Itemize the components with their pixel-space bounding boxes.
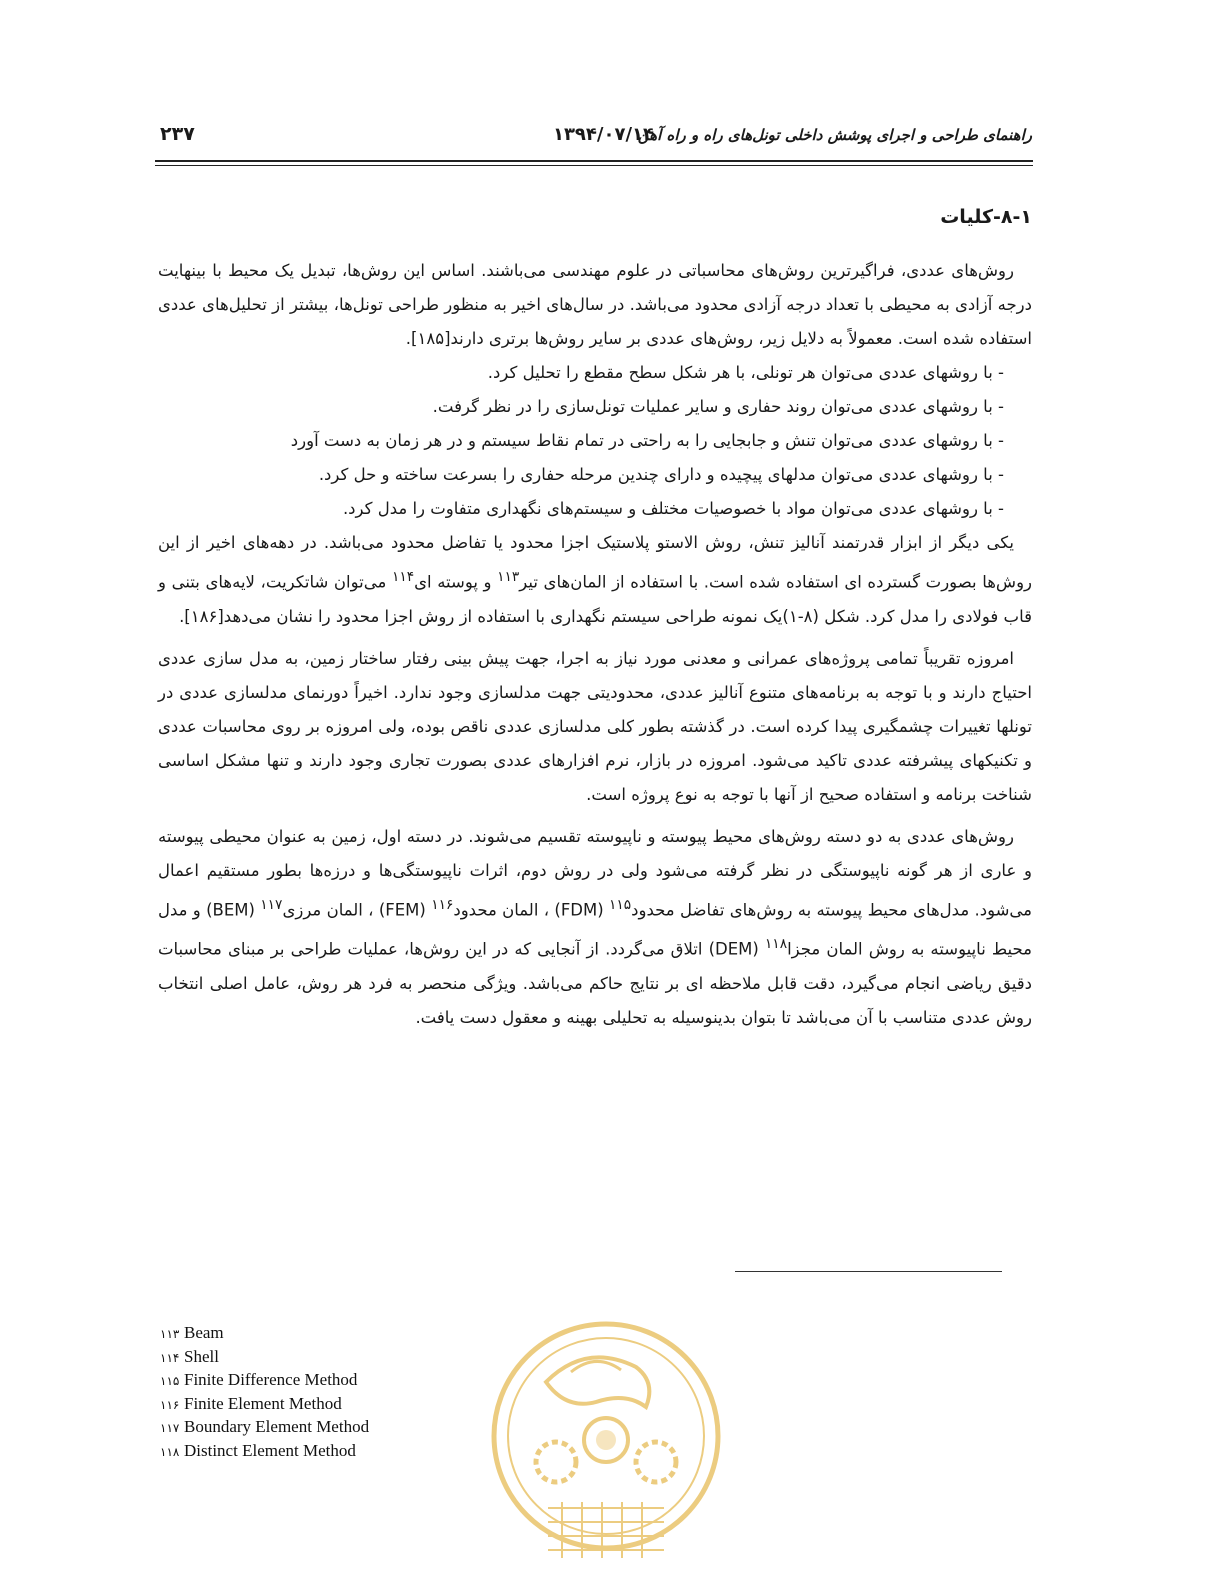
footnote-text: Boundary Element Method [184,1417,370,1436]
footnote-text: Distinct Element Method [184,1440,356,1460]
footnote-ref[interactable]: ۱۱۸ [764,936,788,952]
footnote-ref[interactable]: ۱۱۵ [609,896,632,913]
running-title: راهنمای طراحی و اجرای پوشش داخلی تونل‌های راه و راه آهن [637,126,1032,144]
footnote-number: ۱۱۵ [160,1374,180,1388]
footnote-text: Finite Difference Method [184,1370,358,1389]
footnote-ref[interactable]: ۱۱۳ [497,569,520,585]
footnote-item [160,1416,480,1440]
header-rule-thick [155,160,1033,162]
section-heading: ۸-۱-کلیات [940,206,1032,228]
paragraph-intro: روش‌های عددی، فراگیرترین روش‌های محاسباتی در علوم مهندسی می‌باشند. اساس این روش‌ها، تبدیل یک محیط با بینهایت درجه آزادی به محیطی با تعداد درجه آزادی محدود می‌باشد. در سال‌های اخیر به منظور طراحی تونل‌ها، بیشتر از تحلیل‌های عددی استفاده شده است. معمولاً به دلایل زیر، روش‌های عددی بر سایر روش‌ها برتری دارند[۱۸۵]. [158,261,1032,348]
list-item: - با روشهای عددی می‌توان مدلهای پیچیده و دارای چندین مرحله حفاری را بسرعت ساخته و حل کرد. [318,465,1004,484]
footnote-number: ۱۱۸ [160,1444,180,1459]
main-content [158,200,1032,1035]
paragraph-modern: امروزه تقریباً تمامی پروژه‌های عمرانی و معدنی مورد نیاز به اجرا، جهت پیش بینی رفتار ساختار زمین، به مدل سازی عددی احتیاج دارند و با توجه به برنامه‌های متنوع آنالیز عددی، محدودیتی جهت مدلسازی وجود ندارد. اخیراً دورنمای مدلسازی عددی در تونلها تغییرات چشمگیری پیدا کرده است. در گذشته بطور کلی مدلسازی عددی ناقص بوده، ولی امروزه بر روی محاسبات عددی و تکنیکهای پیشرفته عددی تاکید می‌شود. امروزه در بازار، نرم افزارهای عددی بصورت تجاری وجود دارند و تنها مشکل اساسی شناخت برنامه و استفاده صحیح از آنها با توجه به نوع پروژه است. [158,648,1032,804]
text-run: می‌توان شاتکریت، لایه‌های بتنی و قاب فولادی را مدل کرد. شکل (۸-۱)یک نمونه طراحی سیستم نگهداری با استفاده از روش اجزا محدود را نشان می‌دهد[۱۸۶]. [158,572,1032,626]
paragraph-methods [158,820,1032,1035]
footnote-number: ۱۱۶ [160,1397,180,1412]
footnote-ref[interactable]: ۱۱۴ [391,569,415,585]
footnote-item [160,1440,480,1464]
text-run: (DEM) اتلاق می‌گردد. از آنجایی که در این روش‌ها، عملیات طراحی بر مبنای محاسبات دقیق ریاضی انجام می‌گیرد، دقت قابل ملاحظه ای بر نتایج حاکم می‌باشد. ویژگی منحصر به فرد هر روش، عامل اصلی انتخاب روش عددی متناسب با آن می‌باشد تا بتوان بدینوسیله به تحلیلی بهینه و معقول دست یافت. [158,939,1032,1027]
text-run: (FEM) ، المان مرزی [282,900,432,919]
footnote-item [160,1393,480,1417]
advantages-list [158,356,1032,526]
list-item: - با روشهای عددی می‌توان تنش و جابجایی را به راحتی در تمام نقاط سیستم و در هر زمان به دست آورد [290,431,1004,450]
text-run: روش‌های عددی به دو دسته روش‌های محیط پیوسته و ناپیوسته تقسیم می‌شوند. در دسته اول، زمین به عنوان محیطی پیوسته و عاری از هر گونه ناپیوستگی در نظر گرفته می‌شود ولی در روش دوم، اثرات ناپیوستگی‌ها و درزه‌ها بطور مستقیم اعمال می‌شود. مدل‌های محیط پیوسته به روش‌های تفاضل محدود [158,826,1033,919]
footnote-item [160,1369,480,1393]
text-run: و پوسته ای [414,572,498,592]
footnote-ref[interactable]: ۱۱۶ [431,896,454,913]
footnote-item [160,1322,480,1346]
list-item: - با روشهای عددی می‌توان روند حفاری و سایر عملیات تونل‌سازی را در نظر گرفت. [432,397,1004,416]
footnote-number: ۱۱۴ [160,1350,180,1365]
footnote-text: Shell [184,1346,219,1366]
page-header [158,118,1032,154]
footnote-number: ۱۱۷ [160,1421,180,1435]
footnote-ref[interactable]: ۱۱۷ [260,896,283,913]
watermark-seal-icon [486,1312,726,1584]
footnote-text: Finite Element Method [184,1393,342,1413]
header-date: ۱۳۹۴/۰۷/۱۴ [552,124,654,145]
footnote-number: ۱۱۳ [160,1327,180,1341]
text-run: (BEM) و مدل محیط ناپیوسته به روش المان مجزا [158,900,1033,959]
text-run: یکی دیگر از ابزار قدرتمند آنالیز تنش، روش الاستو پلاستیک اجزا محدود یا تفاضل محدود می‌باشد. در دهه‌های اخیر از این روش‌ها بصورت گسترده ای استفاده شده است. با استفاده از المان‌های تیر [158,533,1033,592]
footnote-separator [735,1271,1002,1272]
page-number: ۲۳۷ [160,123,195,145]
paragraph-fem [158,526,1032,634]
header-rule-thin [155,165,1033,166]
list-item: - با روشهای عددی می‌توان هر تونلی، با هر شکل سطح مقطع را تحلیل کرد. [487,363,1004,382]
footnote-item [160,1346,480,1370]
list-item: - با روشهای عددی می‌توان مواد با خصوصیات مختلف و سیستم‌های نگهداری متفاوت را مدل کرد. [342,499,1004,518]
footnote-text: Beam [184,1323,224,1342]
text-run: (FDM) ، المان محدود [453,900,610,919]
footnotes [160,1322,480,1463]
